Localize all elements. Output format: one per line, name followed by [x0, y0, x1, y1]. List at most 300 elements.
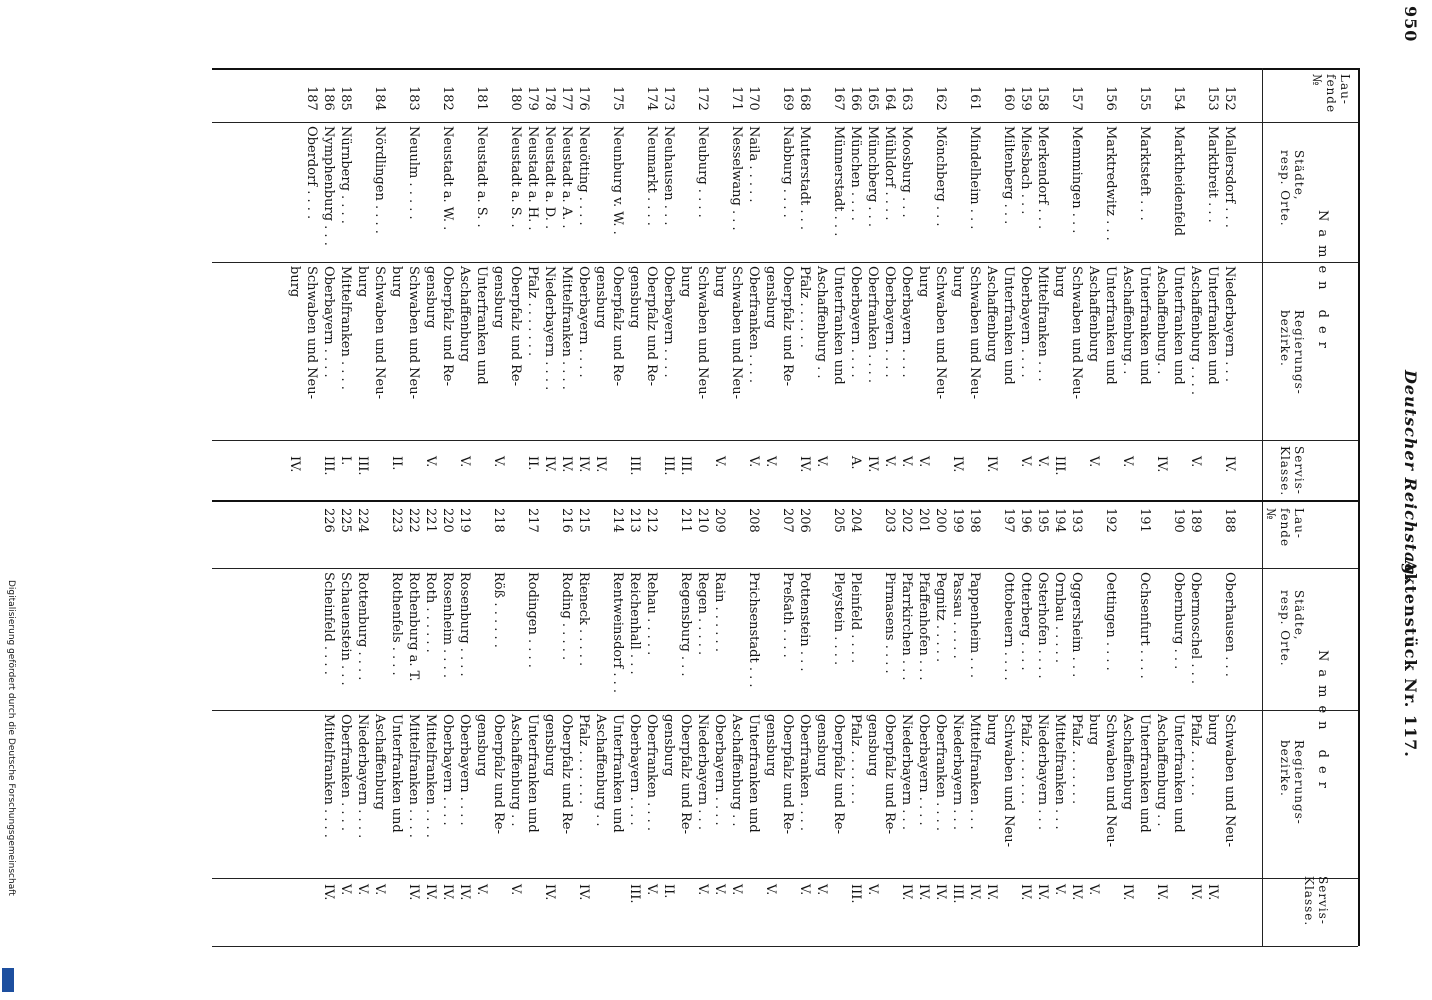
row-town: Röß . . . . . .: [491, 572, 506, 648]
row-town: Ochsenfurt . . . .: [1137, 572, 1152, 679]
row-district: burg: [916, 266, 931, 298]
row-district: Pfalz . . . . . .: [797, 266, 812, 348]
row-number: 157: [1069, 86, 1084, 111]
row-class: IV.: [423, 884, 438, 901]
row-town: Neuulm . . . . .: [406, 126, 421, 220]
row-class: IV.: [1018, 884, 1033, 901]
row-district: Oberbayern . . . .: [661, 266, 676, 378]
row-town: Roding . . . . .: [559, 572, 574, 661]
row-town: Münnerstadt . . .: [831, 126, 846, 237]
row-number: 195: [1035, 508, 1050, 533]
footer-credit: Digitalisierung gefördert durch die Deutsche Forschungsgemeinschaft: [6, 580, 16, 896]
row-district: Aschaffenburg . .: [814, 266, 829, 379]
row-district: gensburg: [593, 266, 608, 329]
row-number: 198: [967, 508, 982, 533]
row-class: V.: [491, 456, 506, 468]
row-class: V.: [763, 456, 778, 468]
row-class: V.: [508, 884, 523, 896]
row-town: Rottenburg . . . .: [355, 572, 370, 681]
row-town: Neustadt a. S. .: [508, 126, 523, 228]
row-town: Marktbreit . . .: [1205, 126, 1220, 223]
row-number: 163: [899, 86, 914, 111]
row-district: Mittelfranken . . .: [1052, 714, 1067, 830]
row-district: gensburg: [474, 714, 489, 777]
row-number: 218: [491, 508, 506, 533]
row-class: III.: [355, 456, 370, 476]
row-district: Oberpfalz und Re-: [559, 714, 574, 834]
row-class: IV.: [457, 884, 472, 901]
row-district: Schwaben und Neu-: [372, 266, 387, 399]
row-district: Oberpfalz und Re-: [508, 266, 523, 386]
row-number: 192: [1103, 508, 1118, 533]
row-number: 179: [525, 86, 540, 111]
row-town: Pfarrkirchen . . .: [899, 572, 914, 681]
row-district: Unterfranken und: [831, 266, 846, 385]
row-number: 206: [797, 508, 812, 533]
dfg-logo: [2, 968, 14, 992]
header-klasse-left: Servis- Klasse.: [1278, 446, 1306, 497]
row-class: IV.: [321, 884, 336, 901]
row-class: IV.: [899, 884, 914, 901]
row-district: gensburg: [661, 714, 676, 777]
row-class: V.: [457, 456, 472, 468]
row-district: Oberfranken . . . .: [797, 714, 812, 832]
row-class: V.: [882, 456, 897, 468]
row-district: Aschaffenburg. .: [1154, 266, 1169, 375]
row-district: Oberbayern . . . .: [882, 266, 897, 378]
row-number: 172: [695, 86, 710, 111]
row-number: 168: [797, 86, 812, 111]
row-district: Unterfranken und: [1171, 714, 1186, 833]
row-district: Oberpfalz und Re-: [644, 266, 659, 386]
row-town: Rothenfels . . . .: [389, 572, 404, 676]
row-town: Mallersdorf . . .: [1222, 126, 1237, 228]
row-number: 194: [1052, 508, 1067, 533]
row-class: V.: [372, 884, 387, 896]
row-district: Oberfranken . . . .: [746, 266, 761, 384]
row-class: II.: [525, 456, 540, 471]
row-town: Rosenheim . . . .: [440, 572, 455, 678]
row-district: Schwaben und Neu-: [406, 266, 421, 399]
row-town: Prichsenstadt . . .: [746, 572, 761, 688]
row-town: Münchberg . . .: [865, 126, 880, 228]
row-town: Miltenberg . . .: [1001, 126, 1016, 225]
row-class: III.: [678, 456, 693, 476]
row-class: V.: [865, 884, 880, 896]
row-class: III.: [321, 456, 336, 476]
row-district: Oberfranken . . . .: [933, 714, 948, 832]
row-number: 176: [576, 86, 591, 111]
row-class: IV.: [933, 884, 948, 901]
row-number: 177: [559, 86, 574, 111]
row-number: 225: [338, 508, 353, 533]
row-number: 196: [1018, 508, 1033, 533]
row-number: 182: [440, 86, 455, 111]
col-rule-3: [212, 440, 1358, 441]
header-namen-der-left: Namen der: [1315, 210, 1330, 356]
row-class: II.: [661, 884, 676, 899]
row-town: Schauenstein . . .: [338, 572, 353, 686]
row-district: Niederbayern . . . .: [355, 714, 370, 839]
row-number: 190: [1171, 508, 1186, 533]
row-class: IV.: [1205, 884, 1220, 901]
row-class: IV.: [1188, 884, 1203, 901]
row-number: 165: [865, 86, 880, 111]
row-number: 174: [644, 86, 659, 111]
row-number: 152: [1222, 86, 1237, 111]
row-district: Mittelfranken . . .: [1035, 266, 1050, 382]
row-town: Pfaffenhofen . . .: [916, 572, 931, 681]
row-town: Neustadt a. H. .: [525, 126, 540, 231]
row-district: Mittelfranken . . . .: [423, 714, 438, 838]
row-number: 207: [780, 508, 795, 533]
row-class: V.: [729, 884, 744, 896]
row-town: Nördlingen . . . .: [372, 126, 387, 234]
row-class: IV.: [593, 456, 608, 473]
row-number: 226: [321, 508, 336, 533]
row-town: Mühldorf . . . .: [882, 126, 897, 221]
row-class: IV.: [440, 884, 455, 901]
row-number: 208: [746, 508, 761, 533]
row-class: IV.: [576, 884, 591, 901]
row-number: 178: [542, 86, 557, 111]
row-number: 171: [729, 86, 744, 111]
row-class: III.: [627, 456, 642, 476]
row-district: burg: [1086, 714, 1101, 746]
header-staedte-right: Städte, resp. Orte.: [1278, 590, 1306, 667]
row-town: Osterhofen . . . .: [1035, 572, 1050, 679]
row-town: Ottobeuern . . . .: [1001, 572, 1016, 681]
row-class: IV.: [1120, 884, 1135, 901]
row-district: Oberpfalz und Re-: [780, 266, 795, 386]
row-district: Aschaffenburg: [457, 266, 472, 362]
row-class: IV.: [950, 456, 965, 473]
row-number: 166: [848, 86, 863, 111]
row-town: Oettingen . . . .: [1103, 572, 1118, 671]
row-number: 211: [678, 508, 693, 533]
page-title: Deutscher Reichstag.: [1401, 370, 1420, 583]
row-class: IV.: [984, 456, 999, 473]
row-number: 167: [831, 86, 846, 111]
row-district: Oberpfalz und Re-: [780, 714, 795, 834]
row-town: Neumarkt . . . .: [644, 126, 659, 226]
row-district: Schwaben und Neu-: [1222, 714, 1237, 847]
row-district: Unterfranken und: [389, 714, 404, 833]
table-middle-rule: [212, 500, 1358, 502]
header-lfd-nr-right: Lau- fende №: [1264, 508, 1306, 548]
row-town: Otterberg . . . .: [1018, 572, 1033, 671]
row-number: 188: [1222, 508, 1237, 533]
appendix-label: Aktenstück Nr. 117.: [1401, 560, 1420, 758]
row-district: Aschaffenburg . .: [1154, 714, 1169, 827]
row-district: Pfalz . . . . . . .: [525, 266, 540, 357]
row-district: Oberbayern . . . .: [712, 714, 727, 826]
row-district: Unterfranken und: [1103, 266, 1118, 385]
row-class: IV.: [967, 884, 982, 901]
row-number: 219: [457, 508, 472, 533]
row-district: Aschaffenburg . .: [508, 714, 523, 827]
row-number: 170: [746, 86, 761, 111]
row-district: Niederbayern . . .: [695, 714, 710, 830]
row-district: Pfalz . . . . . . .: [576, 714, 591, 805]
row-number: 160: [1001, 86, 1016, 111]
row-district: Unterfranken und: [610, 714, 625, 833]
row-town: Neuhausen . . .: [661, 126, 676, 226]
row-town: Merkendorf . . .: [1035, 126, 1050, 230]
row-town: Neustadt a. S. .: [474, 126, 489, 228]
row-town: Neuburg . . . .: [695, 126, 710, 218]
row-class: V.: [338, 884, 353, 896]
row-district: Unterfranken und: [474, 266, 489, 385]
row-district: Aschaffenburg. .: [1120, 266, 1135, 375]
col-rule-6: [212, 878, 1358, 879]
row-number: 203: [882, 508, 897, 533]
page-number: 950: [1401, 6, 1420, 43]
row-number: 191: [1137, 508, 1152, 533]
col-rule-1: [212, 122, 1358, 123]
row-number: 212: [644, 508, 659, 533]
row-town: Scheinfeld . . . .: [321, 572, 336, 675]
row-number: 158: [1035, 86, 1050, 111]
row-district: Oberbayern . . . .: [899, 266, 914, 378]
row-town: Nesselwang . . .: [729, 126, 744, 231]
row-district: gensburg: [763, 714, 778, 777]
row-class: III.: [627, 884, 642, 904]
row-town: Mutterstadt . . .: [797, 126, 812, 231]
row-class: V.: [746, 456, 761, 468]
row-district: Unterfranken und: [1001, 266, 1016, 385]
row-class: IV.: [984, 884, 999, 901]
row-district: Oberpfalz und Re-: [610, 266, 625, 386]
row-number: 175: [610, 86, 625, 111]
row-town: Pleystein . . . .: [831, 572, 846, 666]
row-class: V.: [797, 884, 812, 896]
row-town: Rehau . . . . .: [644, 572, 659, 656]
table-bottom-rule: [212, 946, 1358, 947]
row-class: V.: [1086, 456, 1101, 468]
header-lfd-nr-left: Lau- fende №: [1310, 74, 1352, 114]
row-town: Rain . . . . . .: [712, 572, 727, 652]
row-number: 224: [355, 508, 370, 533]
row-number: 184: [372, 86, 387, 111]
row-town: Ornbau . . . . .: [1052, 572, 1067, 664]
row-class: III.: [1052, 456, 1067, 476]
row-district: Niederbayern . . .: [950, 714, 965, 830]
row-class: V.: [1035, 456, 1050, 468]
row-district: Aschaffenburg: [372, 714, 387, 810]
row-district: Oberfranken . . . .: [644, 714, 659, 832]
row-number: 209: [712, 508, 727, 533]
row-district: Pfalz . . . . . . .: [1018, 714, 1033, 805]
row-class: V.: [814, 456, 829, 468]
row-class: V.: [899, 456, 914, 468]
header-klasse-right: Servis- Klasse.: [1302, 876, 1330, 927]
row-town: Oberhausen . . .: [1222, 572, 1237, 677]
row-district: burg: [678, 266, 693, 298]
row-district: Schwaben und Neu-: [1001, 714, 1016, 847]
row-district: Niederbayern . . .: [1035, 714, 1050, 830]
row-town: Rentweinsdorf . . .: [610, 572, 625, 694]
row-district: Schwaben und Neu-: [1069, 266, 1084, 399]
row-district: Niederbayern . . .: [899, 714, 914, 830]
row-district: Unterfranken und: [746, 714, 761, 833]
row-town: Passau . . . . .: [950, 572, 965, 659]
row-class: IV.: [542, 884, 557, 901]
row-number: 205: [831, 508, 846, 533]
row-district: burg: [287, 266, 302, 298]
row-district: Schwaben und Neu-: [967, 266, 982, 399]
row-district: Oberbayern . . . .: [440, 714, 455, 826]
row-number: 159: [1018, 86, 1033, 111]
row-class: V.: [916, 456, 931, 468]
row-district: Oberbayern . . . .: [457, 714, 472, 826]
col-rule-5: [212, 710, 1358, 711]
row-number: 169: [780, 86, 795, 111]
row-town: Mönchberg . . .: [933, 126, 948, 227]
row-class: IV.: [865, 456, 880, 473]
row-town: Neunburg v. W. .: [610, 126, 625, 235]
row-number: 162: [933, 86, 948, 111]
row-district: gensburg: [865, 714, 880, 777]
row-class: III.: [661, 456, 676, 476]
row-district: Niederbayern . . .: [1222, 266, 1237, 382]
row-district: Oberbayern . . . .: [627, 714, 642, 826]
row-district: gensburg: [627, 266, 642, 329]
row-class: V.: [763, 884, 778, 896]
row-town: Memmingen . . .: [1069, 126, 1084, 234]
row-class: IV.: [916, 884, 931, 901]
row-town: Moosburg . . .: [899, 126, 914, 218]
row-class: IV.: [559, 456, 574, 473]
row-district: Unterfranken und: [525, 714, 540, 833]
row-district: Mittelfranken . . . .: [406, 714, 421, 838]
row-number: 197: [1001, 508, 1016, 533]
row-class: IV.: [1154, 884, 1169, 901]
row-class: IV.: [542, 456, 557, 473]
row-district: Schwaben und Neu-: [304, 266, 319, 399]
row-district: Oberbayern . . . .: [1018, 266, 1033, 378]
row-district: Aschaffenburg: [984, 266, 999, 362]
row-town: Regen . . . . .: [695, 572, 710, 656]
row-district: Mittelfranken . . . .: [559, 266, 574, 390]
row-district: gensburg: [763, 266, 778, 329]
row-class: IV.: [406, 884, 421, 901]
row-class: V.: [712, 884, 727, 896]
row-number: 161: [967, 86, 982, 111]
row-district: burg: [984, 714, 999, 746]
header-bezirke-left: Regierungs- bezirke.: [1278, 310, 1306, 395]
row-town: Miesbach . . .: [1018, 126, 1033, 215]
row-district: Unterfranken und: [1171, 266, 1186, 385]
row-town: Rodingen . . . .: [525, 572, 540, 668]
row-town: Neustadt a. W. .: [440, 126, 455, 231]
header-right-rule: [1358, 68, 1360, 946]
row-number: 156: [1103, 86, 1118, 111]
row-town: Neuötting . . . .: [576, 126, 591, 226]
row-town: Pottenstein . . .: [797, 572, 812, 672]
row-number: 220: [440, 508, 455, 533]
row-number: 181: [474, 86, 489, 111]
header-namen-der-right: Namen der: [1315, 650, 1330, 796]
col-rule-4: [212, 568, 1358, 569]
row-district: Schwaben und Neu-: [1103, 714, 1118, 847]
row-district: Aschaffenburg: [1086, 266, 1101, 362]
row-class: IV.: [576, 456, 591, 473]
row-district: burg: [1052, 266, 1067, 298]
row-class: A.: [848, 456, 863, 470]
row-town: Rosenburg . . . .: [457, 572, 472, 677]
row-district: Oberbayern . . . .: [576, 266, 591, 378]
row-district: Aschaffenburg . .: [593, 714, 608, 827]
row-class: IV.: [1154, 456, 1169, 473]
row-district: burg: [950, 266, 965, 298]
row-number: 200: [933, 508, 948, 533]
row-class: V.: [474, 884, 489, 896]
row-town: Rothenburg a. T.: [406, 572, 421, 682]
row-number: 199: [950, 508, 965, 533]
row-class: III.: [950, 884, 965, 904]
row-district: gensburg: [542, 714, 557, 777]
row-town: Oggersheim . . .: [1069, 572, 1084, 678]
row-number: 215: [576, 508, 591, 533]
row-class: IV.: [1222, 456, 1237, 473]
row-number: 223: [389, 508, 404, 533]
row-town: Neustadt a. D. .: [542, 126, 557, 230]
row-district: Oberpfalz und Re-: [678, 714, 693, 834]
row-class: V.: [1086, 884, 1101, 896]
row-district: Oberpfalz und Re-: [882, 714, 897, 834]
row-class: V.: [1018, 456, 1033, 468]
row-town: Rieneck . . . . .: [576, 572, 591, 667]
row-number: 185: [338, 86, 353, 111]
row-district: Unterfranken und: [1205, 266, 1220, 385]
row-district: Unterfranken und: [1137, 266, 1152, 385]
row-number: 155: [1137, 86, 1152, 111]
row-district: Pfalz . . . . . .: [1188, 714, 1203, 796]
row-town: Obermoschel . . .: [1188, 572, 1203, 685]
row-number: 202: [899, 508, 914, 533]
row-class: V.: [1120, 456, 1135, 468]
row-number: 186: [321, 86, 336, 111]
row-number: 187: [304, 86, 319, 111]
row-district: gensburg: [814, 714, 829, 777]
row-town: Nabburg . . . .: [780, 126, 795, 218]
row-district: Oberpfalz und Re-: [440, 266, 455, 386]
row-number: 216: [559, 508, 574, 533]
row-class: IV.: [797, 456, 812, 473]
row-district: Oberfranken . . . .: [865, 266, 880, 384]
row-number: 204: [848, 508, 863, 533]
row-number: 164: [882, 86, 897, 111]
row-number: 213: [627, 508, 642, 533]
row-class: V.: [814, 884, 829, 896]
row-district: Niederbayern . . . .: [542, 266, 557, 391]
row-town: Pleinfeld . . . .: [848, 572, 863, 664]
row-number: 221: [423, 508, 438, 533]
row-number: 222: [406, 508, 421, 533]
row-class: I.: [338, 456, 353, 466]
row-town: Nürnberg . . . .: [338, 126, 353, 224]
row-town: Mindelheim . . .: [967, 126, 982, 230]
row-town: Marktsteft . . .: [1137, 126, 1152, 221]
row-class: V.: [1188, 456, 1203, 468]
header-staedte-left: Städte, resp. Orte.: [1278, 150, 1306, 227]
row-class: V.: [355, 884, 370, 896]
row-number: 217: [525, 508, 540, 533]
row-class: III.: [848, 884, 863, 904]
row-district: gensburg: [423, 266, 438, 329]
row-number: 153: [1205, 86, 1220, 111]
